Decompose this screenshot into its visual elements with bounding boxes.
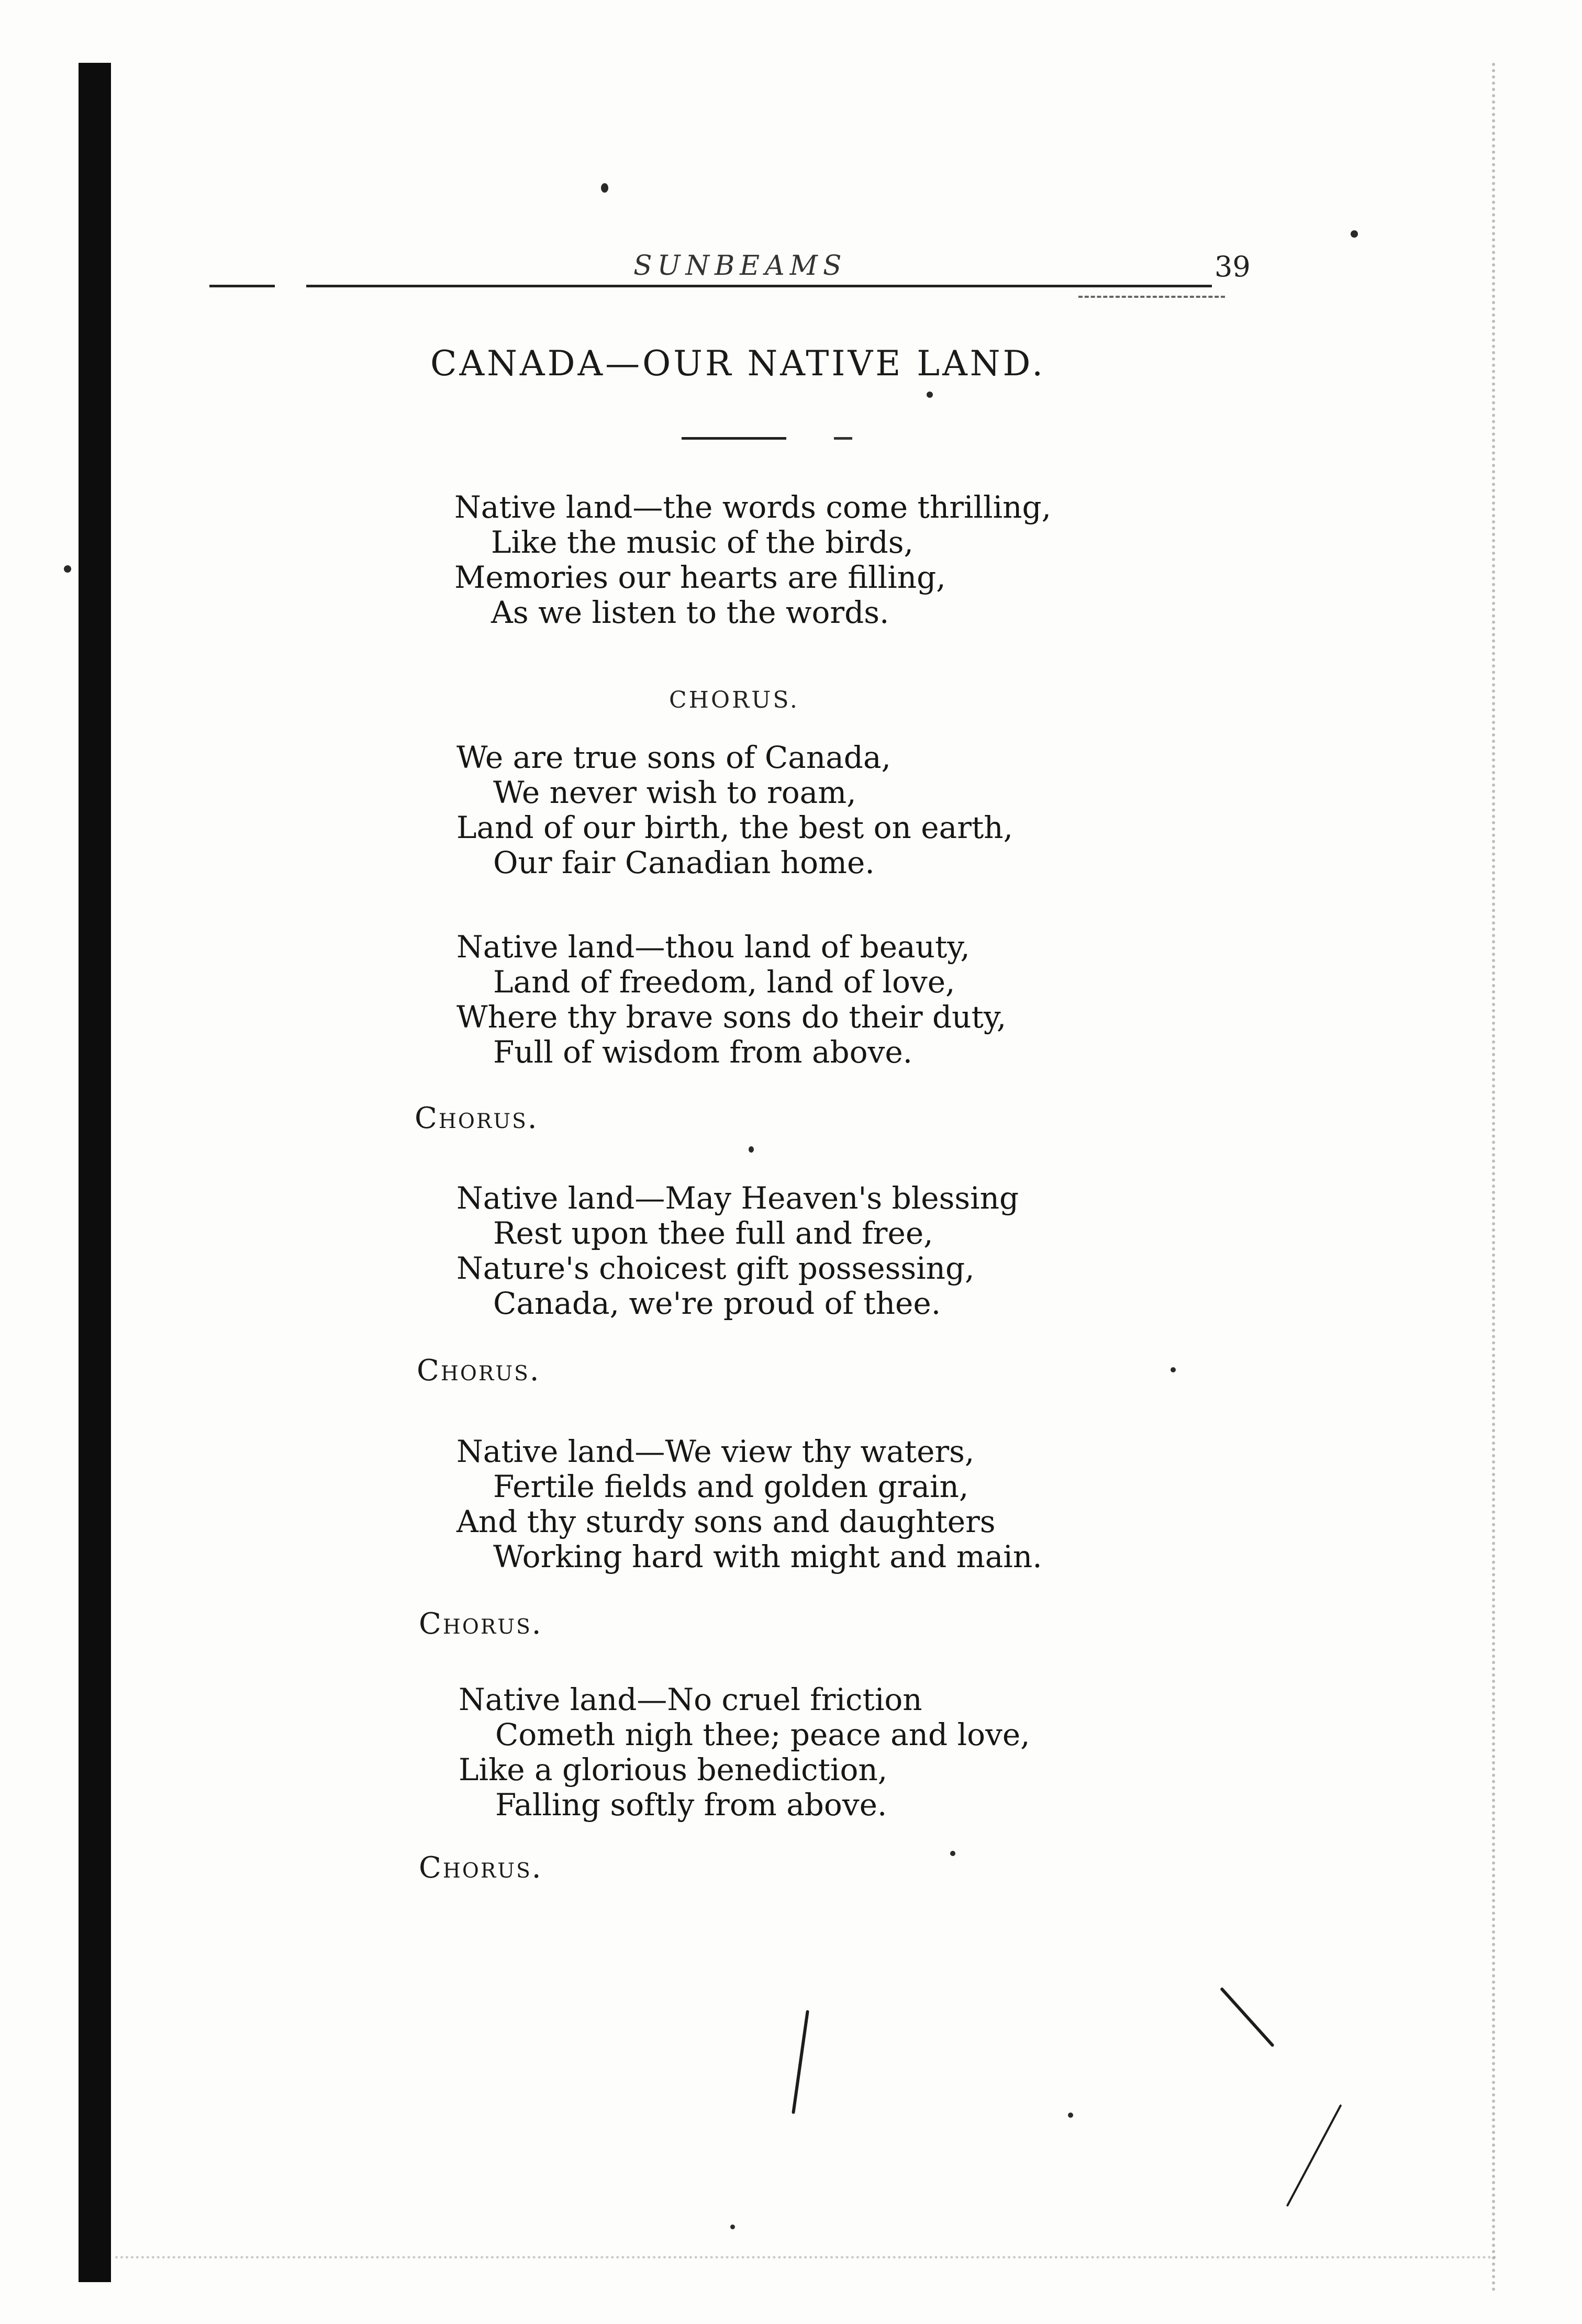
stanza-3 [456, 1181, 1019, 1321]
chorus-reference: Chorus. [419, 1607, 543, 1641]
chorus-stanza [456, 740, 1013, 880]
stanza-1 [454, 490, 1051, 630]
scan-speck [1068, 2113, 1073, 2118]
chorus-reference: Chorus. [415, 1101, 539, 1135]
stanza-line: Memories our hearts are filling, [454, 560, 946, 595]
page-edge-bottom [115, 2256, 1497, 2259]
page-edge-right [1492, 63, 1501, 2293]
running-header-title: SUNBEAMS [633, 250, 847, 282]
stanza-2 [456, 930, 1006, 1070]
stanza-line: Native land—No cruel friction [459, 1682, 922, 1717]
stanza-line: Land of our birth, the best on earth, [456, 810, 1013, 845]
scan-stroke [792, 2010, 809, 2114]
stanza-line: As we listen to the words. [491, 595, 889, 630]
scan-speck [950, 1851, 955, 1856]
scan-speck [601, 183, 608, 193]
stanza-line: We are true sons of Canada, [456, 740, 891, 775]
header-rule-left [209, 285, 275, 287]
stanza-line: Native land—May Heaven's blessing [456, 1180, 1019, 1216]
poem-title: CANADA—OUR NATIVE LAND. [430, 343, 1046, 384]
chorus-heading: CHORUS. [669, 687, 799, 713]
page-number: 39 [1215, 250, 1251, 283]
scan-speck [1351, 230, 1358, 238]
chorus-reference: Chorus. [417, 1354, 541, 1388]
stanza-line: Where thy brave sons do their duty, [456, 999, 1007, 1035]
stanza-line: Canada, we're proud of thee. [493, 1286, 941, 1321]
scan-speck [730, 2225, 735, 2229]
title-rule-mark [834, 437, 852, 440]
scan-speck [749, 1146, 754, 1153]
stanza-4 [456, 1434, 1042, 1574]
stanza-line: Native land—the words come thrilling, [454, 489, 1052, 525]
stanza-line: Our fair Canadian home. [493, 845, 875, 880]
header-rule [306, 285, 1212, 287]
stanza-5 [459, 1682, 1030, 1823]
stanza-line: Land of freedom, land of love, [493, 964, 955, 1000]
stanza-line: Native land—We view thy waters, [456, 1434, 975, 1469]
scan-speck [1171, 1367, 1176, 1372]
scan-stroke [1220, 1987, 1275, 2047]
scan-speck [64, 565, 71, 573]
chorus-reference: Chorus. [419, 1851, 543, 1885]
stanza-line: Cometh nigh thee; peace and love, [495, 1717, 1030, 1752]
scan-stroke [1286, 2104, 1342, 2207]
stanza-line: Falling softly from above. [495, 1787, 887, 1823]
scan-speck [927, 392, 933, 398]
stanza-line: Rest upon thee full and free, [493, 1215, 933, 1251]
title-rule [682, 437, 786, 440]
book-spine-shadow [79, 63, 111, 2282]
stanza-line: Like a glorious benediction, [459, 1752, 888, 1787]
stanza-line: We never wish to roam, [493, 775, 856, 810]
stanza-line: Like the music of the birds, [491, 524, 913, 560]
stanza-line: Nature's choicest gift possessing, [456, 1250, 975, 1286]
stanza-line: Native land—thou land of beauty, [456, 929, 970, 965]
stanza-line: Fertile fields and golden grain, [493, 1469, 969, 1504]
header-rule-dashed [1078, 296, 1225, 298]
stanza-line: And thy sturdy sons and daughters [456, 1504, 996, 1539]
stanza-line: Working hard with might and main. [493, 1539, 1042, 1574]
stanza-line: Full of wisdom from above. [493, 1034, 913, 1070]
